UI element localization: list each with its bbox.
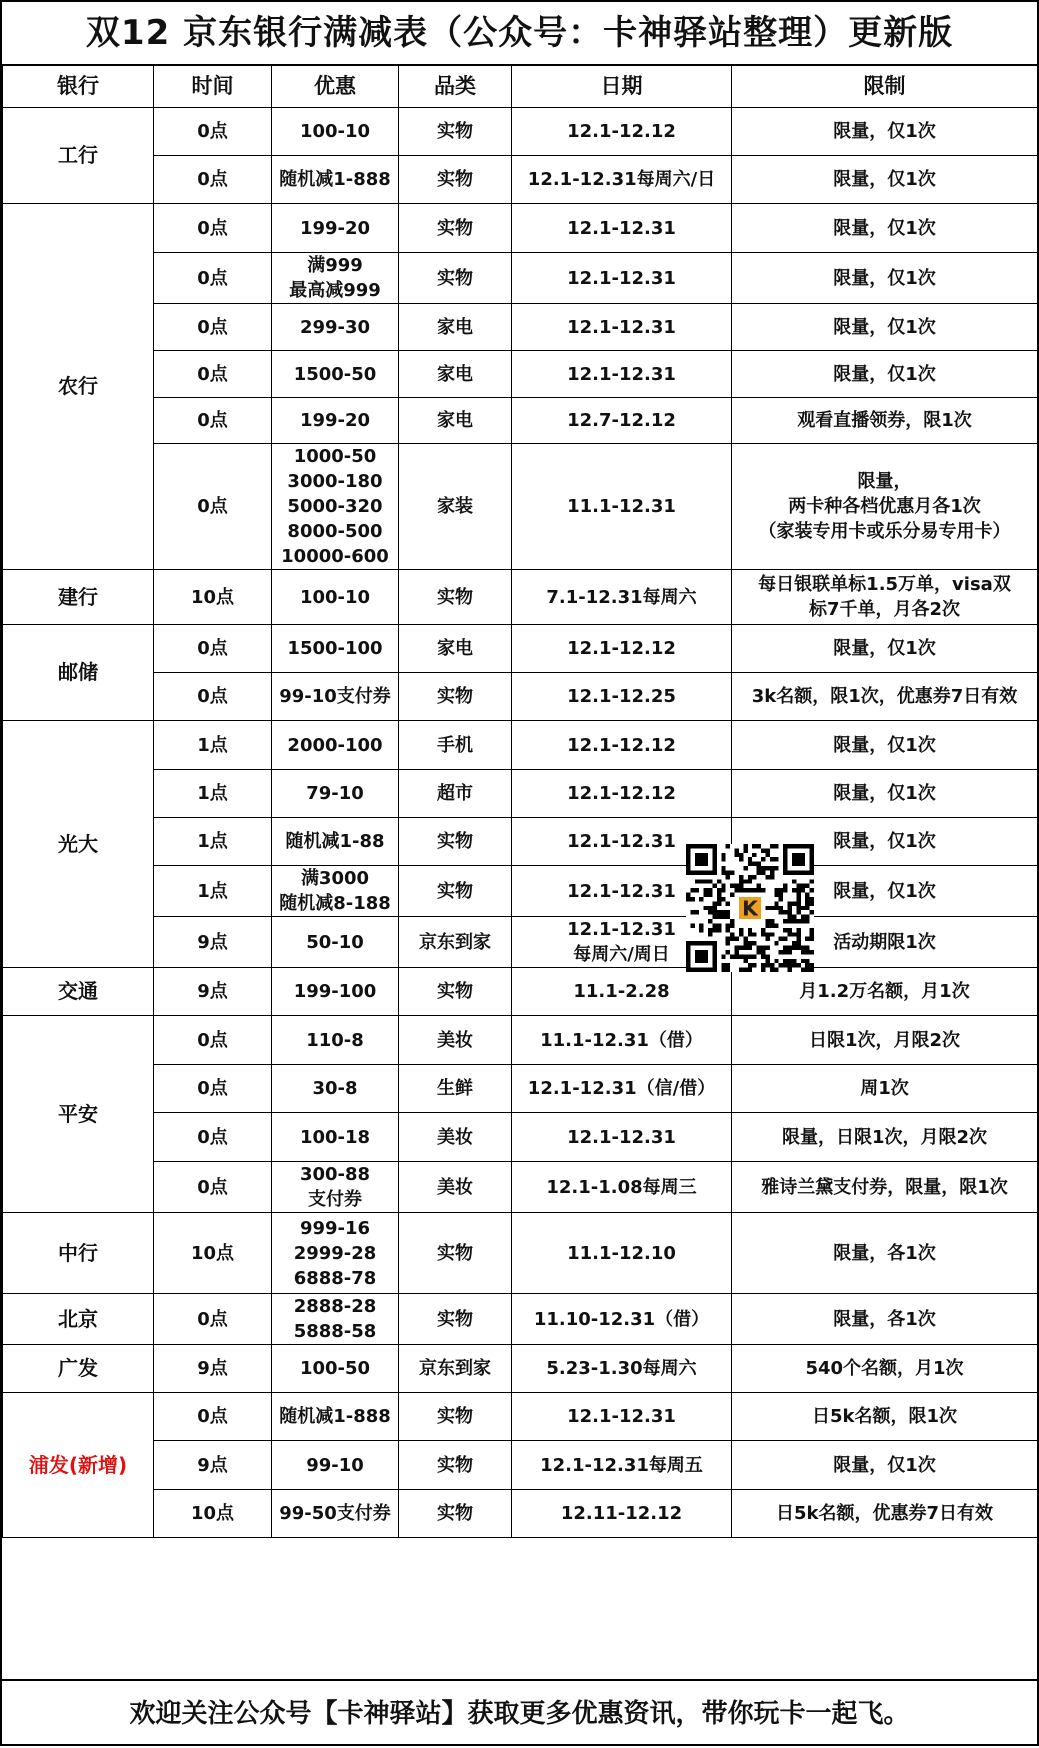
header-time: 时间 [154,65,272,108]
offer-cell [272,770,399,818]
offer-cell [272,1294,399,1345]
category-cell: 实物 [399,968,512,1016]
offer-cell [272,968,399,1016]
limit-cell-line: 限量，仅1次 [833,638,936,659]
date-cell-line: 11.10-12.31（借） [533,1308,710,1330]
limit-cell-line: 日5k名额，优惠券7日有效 [775,1503,994,1524]
bank-name: 工行 [3,108,154,204]
date-cell-line: 11.1-12.31 [567,496,676,517]
date-cell-line: 7.1-12.31每周六 [546,586,697,608]
date-cell-line: 12.1-12.25 [567,686,676,707]
table-row [3,721,1038,770]
table-row [3,1016,1038,1065]
table-row [3,625,1038,673]
limit-cell-line: 限量，仅1次 [833,363,936,385]
table-row [3,1294,1038,1345]
table-row [3,304,1038,351]
date-cell [512,673,732,721]
time-cell: 0点 [154,625,272,673]
table-row [3,1393,1038,1441]
table-row [3,968,1038,1016]
date-cell-line: 12.1-12.12 [567,638,676,659]
category-cell: 实物 [399,156,512,204]
category-cell: 实物 [399,1393,512,1441]
limit-cell [732,721,1038,770]
offer-cell [272,721,399,770]
offer-cell [272,818,399,866]
offer-cell-line: 2000-100 [287,734,383,756]
table-header-row [3,65,1038,108]
date-cell [512,570,732,625]
time-cell: 10点 [154,570,272,625]
date-cell [512,108,732,156]
offer-cell [272,204,399,253]
offer-cell [272,673,399,721]
time-cell: 9点 [154,1345,272,1393]
limit-cell [732,108,1038,156]
time-cell: 10点 [154,1213,272,1294]
time-cell: 0点 [154,304,272,351]
limit-cell [732,253,1038,304]
offer-cell-line: 6888-78 [293,1267,377,1289]
limit-cell-line: 限量，各1次 [833,1308,936,1330]
date-cell-line: 12.1-12.12 [567,121,676,142]
date-cell-line: 12.1-12.31 [567,316,676,338]
offer-cell-line: 随机减1-888 [279,1406,391,1427]
date-cell [512,1113,732,1162]
category-cell: 实物 [399,866,512,917]
offer-cell [272,866,399,917]
offer-cell [272,570,399,625]
date-cell-line: 11.1-12.10 [567,1242,676,1264]
time-cell: 0点 [154,1162,272,1213]
time-cell: 0点 [154,1393,272,1441]
table-row [3,866,1038,917]
time-cell: 0点 [154,444,272,570]
limit-cell-line: 日限1次，月限2次 [808,1029,961,1051]
offer-cell [272,917,399,968]
offer-cell-line: 2888-28 [293,1296,377,1317]
limit-cell [732,1113,1038,1162]
limit-cell [732,444,1038,570]
offer-cell [272,1490,399,1538]
limit-cell-line: 限量，仅1次 [833,169,936,190]
limit-cell-line: 限量，仅1次 [833,831,936,852]
limit-cell [732,1065,1038,1113]
offer-cell-line: 满999 [307,255,363,276]
time-cell: 9点 [154,917,272,968]
limit-cell [732,398,1038,444]
offer-cell-line: 3000-180 [287,471,383,492]
offer-cell-line: 50-10 [306,931,364,953]
date-cell [512,1065,732,1113]
table-row [3,673,1038,721]
limit-cell-line: 限量，仅1次 [833,734,936,756]
date-cell-line: 12.1-12.12 [567,783,676,804]
limit-cell [732,625,1038,673]
header-offer: 优惠 [272,65,399,108]
bank-name: 邮储 [3,625,154,721]
date-cell-line: 11.1-12.31（借） [540,1029,703,1051]
date-cell-line: 12.7-12.12 [567,410,676,431]
category-cell: 家电 [399,304,512,351]
offer-cell-line: 199-20 [299,410,371,431]
offer-cell-line: 最高减999 [289,280,381,301]
table-body [3,108,1038,1538]
category-cell: 美妆 [399,1162,512,1213]
bank-name: 中行 [3,1213,154,1294]
table-row [3,1490,1038,1538]
date-cell [512,253,732,304]
date-cell [512,444,732,570]
limit-cell-line: 限量，各1次 [833,1242,936,1264]
category-cell: 实物 [399,1213,512,1294]
date-cell [512,625,732,673]
offer-cell-line: 199-20 [299,217,371,239]
limit-cell-line: 限量，仅1次 [833,267,936,289]
date-cell-line: 12.1-12.31 [567,217,676,239]
category-cell: 京东到家 [399,917,512,968]
table-row [3,156,1038,204]
offer-cell-line: 299-30 [299,316,371,338]
bank-name: 光大 [3,721,154,968]
offer-cell-line: 10000-600 [281,546,389,567]
table-row [3,1213,1038,1294]
time-cell: 0点 [154,108,272,156]
date-cell-line: 12.1-12.31 [567,363,676,385]
time-cell: 1点 [154,721,272,770]
date-cell-line: 12.1-12.31 [567,831,676,852]
offer-cell-line: 随机减1-88 [285,831,385,852]
offer-cell-line: 100-18 [299,1126,371,1148]
limit-cell [732,1441,1038,1490]
page-title: 双12 京东银行满减表（公众号：卡神驿站整理）更新版 [2,2,1037,66]
limit-cell [732,1490,1038,1538]
offer-cell-line: 79-10 [306,783,364,804]
category-cell: 超市 [399,770,512,818]
table-row [3,1065,1038,1113]
table-row [3,1113,1038,1162]
time-cell: 0点 [154,156,272,204]
date-cell-line: 12.1-1.08每周三 [546,1176,697,1198]
limit-cell [732,156,1038,204]
limit-cell [732,1162,1038,1213]
table-row [3,917,1038,968]
offer-cell-line: 8000-500 [287,521,383,542]
offer-cell-line: 999-16 [299,1217,371,1239]
offer-cell [272,1393,399,1441]
time-cell: 0点 [154,351,272,398]
bank-name: 北京 [3,1294,154,1345]
offer-cell [272,304,399,351]
time-cell: 0点 [154,1113,272,1162]
limit-cell-line: 活动期限1次 [833,931,936,953]
limit-cell-line: 3k名额，限1次，优惠券7日有效 [751,686,1018,707]
offer-cell-line: 5000-320 [287,496,383,517]
category-cell: 实物 [399,108,512,156]
table-row [3,770,1038,818]
limit-cell-line: 观看直播领券，限1次 [797,410,972,431]
limit-cell-line: 标7千单，月各2次 [808,599,961,620]
date-cell-line: 12.1-12.31 [567,880,676,902]
time-cell: 9点 [154,1441,272,1490]
time-cell: 10点 [154,1490,272,1538]
offer-cell [272,108,399,156]
category-cell: 京东到家 [399,1345,512,1393]
offer-cell-line: 100-10 [299,586,371,608]
offer-cell-line: 30-8 [312,1078,358,1099]
time-cell: 1点 [154,818,272,866]
limit-cell-line: 限量，仅1次 [833,121,936,142]
limit-cell-line: 限量，仅1次 [833,217,936,239]
category-cell: 实物 [399,570,512,625]
limit-cell-line: 限量，仅1次 [833,880,936,902]
offer-cell [272,1113,399,1162]
date-cell-line: 12.11-12.12 [560,1503,683,1524]
date-cell-line: 12.1-12.31每周五 [540,1454,703,1476]
category-cell: 实物 [399,1294,512,1345]
table-row [3,351,1038,398]
limit-cell [732,304,1038,351]
limit-cell-line: 限量，仅1次 [833,1454,936,1476]
offer-cell-line: 满3000 [300,868,370,889]
limit-cell [732,673,1038,721]
time-cell: 1点 [154,866,272,917]
date-cell-line: 12.1-12.31每周六/日 [527,169,716,190]
date-cell-line: 12.1-12.31 [567,267,676,289]
offer-cell-line: 5888-58 [293,1321,377,1342]
category-cell: 实物 [399,253,512,304]
limit-cell-line: 周1次 [860,1078,909,1099]
time-cell: 0点 [154,253,272,304]
bank-name: 平安 [3,1016,154,1213]
offer-cell-line: 110-8 [306,1029,364,1051]
table-row [3,1162,1038,1213]
category-cell: 实物 [399,1490,512,1538]
offer-cell [272,1016,399,1065]
offer-cell [272,156,399,204]
category-cell: 实物 [399,1441,512,1490]
date-cell [512,1393,732,1441]
limit-cell [732,968,1038,1016]
time-cell: 0点 [154,1065,272,1113]
limit-cell-line: 限量，日限1次，月限2次 [781,1126,988,1148]
date-cell [512,1345,732,1393]
offer-cell [272,444,399,570]
time-cell: 1点 [154,770,272,818]
limit-cell-line: 限量， [857,471,912,492]
bank-name: 农行 [3,204,154,570]
footer-note: 欢迎关注公众号【卡神驿站】获取更多优惠资讯，带你玩卡一起飞。 [2,1679,1037,1748]
table-row [3,818,1038,866]
limit-cell [732,1016,1038,1065]
offer-cell [272,1345,399,1393]
qr-logo-letter: K [742,896,758,921]
date-cell-line: 12.1-12.31 [567,919,676,940]
category-cell: 家电 [399,625,512,673]
qr-code-icon [686,844,814,972]
offer-cell-line: 1500-100 [287,638,383,659]
table-row [3,204,1038,253]
header-category: 品类 [399,65,512,108]
limit-cell [732,1345,1038,1393]
category-cell: 实物 [399,818,512,866]
limit-cell-line: 540个名额，月1次 [805,1358,964,1379]
table-row [3,444,1038,570]
limit-cell-line: 日5k名额，限1次 [811,1406,958,1427]
category-cell: 实物 [399,204,512,253]
offer-cell [272,625,399,673]
time-cell: 0点 [154,204,272,253]
date-cell [512,1441,732,1490]
table-row [3,1345,1038,1393]
category-cell: 实物 [399,673,512,721]
category-cell: 美妆 [399,1113,512,1162]
limit-cell [732,570,1038,625]
date-cell [512,156,732,204]
category-cell: 美妆 [399,1016,512,1065]
date-cell [512,770,732,818]
limit-cell-line: 雅诗兰黛支付券，限量，限1次 [761,1176,1008,1198]
discount-table [2,64,1038,1538]
offer-cell-line: 1000-50 [293,446,377,467]
limit-cell [732,204,1038,253]
offer-cell-line: 随机减1-888 [279,169,391,190]
time-cell: 0点 [154,1294,272,1345]
bank-name: 浦发(新增) [3,1393,154,1538]
date-cell [512,1016,732,1065]
limit-cell-line: 每日银联单标1.5万单，visa双 [758,574,1011,595]
limit-cell [732,1294,1038,1345]
offer-cell [272,351,399,398]
limit-cell [732,1393,1038,1441]
offer-cell-line: 199-100 [293,981,377,1002]
date-cell [512,204,732,253]
date-cell-line: 11.1-2.28 [573,981,670,1002]
offer-cell-line: 99-10支付券 [279,686,391,707]
header-limit: 限制 [732,65,1038,108]
date-cell [512,398,732,444]
category-cell: 手机 [399,721,512,770]
offer-cell [272,1441,399,1490]
offer-cell-line: 99-10 [306,1454,364,1476]
time-cell: 0点 [154,398,272,444]
bank-name: 建行 [3,570,154,625]
date-cell-line: 5.23-1.30每周六 [546,1358,697,1379]
date-cell [512,1162,732,1213]
category-cell: 家电 [399,351,512,398]
date-cell-line: 每周六/周日 [573,944,670,965]
offer-cell [272,398,399,444]
limit-cell-line: （家装专用卡或乐分易专用卡） [758,521,1011,542]
table-row [3,253,1038,304]
limit-cell [732,1213,1038,1294]
header-bank: 银行 [3,65,154,108]
time-cell: 0点 [154,673,272,721]
date-cell-line: 12.1-12.12 [567,734,676,756]
table-row [3,108,1038,156]
limit-cell-line: 月1.2万名额，月1次 [799,981,970,1002]
date-cell [512,721,732,770]
offer-cell [272,1065,399,1113]
offer-cell [272,1162,399,1213]
offer-cell-line: 100-50 [299,1358,371,1379]
limit-cell [732,770,1038,818]
offer-cell-line: 1500-50 [293,363,377,385]
category-cell: 家电 [399,398,512,444]
table-row [3,1441,1038,1490]
category-cell: 家装 [399,444,512,570]
offer-cell-line: 300-88 [299,1164,371,1185]
category-cell: 生鲜 [399,1065,512,1113]
limit-cell [732,351,1038,398]
header-date: 日期 [512,65,732,108]
offer-cell-line: 随机减8-188 [279,893,391,914]
limit-cell-line: 限量，仅1次 [833,783,936,804]
offer-cell-line: 支付券 [308,1189,362,1210]
date-cell-line: 12.1-12.31 [567,1126,676,1148]
date-cell [512,351,732,398]
table-row [3,570,1038,625]
limit-cell-line: 两卡种各档优惠月各1次 [788,496,981,517]
date-cell [512,1213,732,1294]
time-cell: 9点 [154,968,272,1016]
date-cell-line: 12.1-12.31（信/借） [527,1078,716,1099]
bank-name: 交通 [3,968,154,1016]
bank-name: 广发 [3,1345,154,1393]
offer-cell [272,1213,399,1294]
offer-cell-line: 99-50支付券 [279,1503,391,1524]
date-cell [512,968,732,1016]
offer-cell-line: 100-10 [299,121,371,142]
offer-cell-line: 2999-28 [293,1242,377,1264]
table-row [3,398,1038,444]
date-cell [512,1294,732,1345]
offer-cell [272,253,399,304]
date-cell [512,304,732,351]
date-cell [512,1490,732,1538]
time-cell: 0点 [154,1016,272,1065]
limit-cell-line: 限量，仅1次 [833,316,936,338]
date-cell-line: 12.1-12.31 [567,1406,676,1427]
